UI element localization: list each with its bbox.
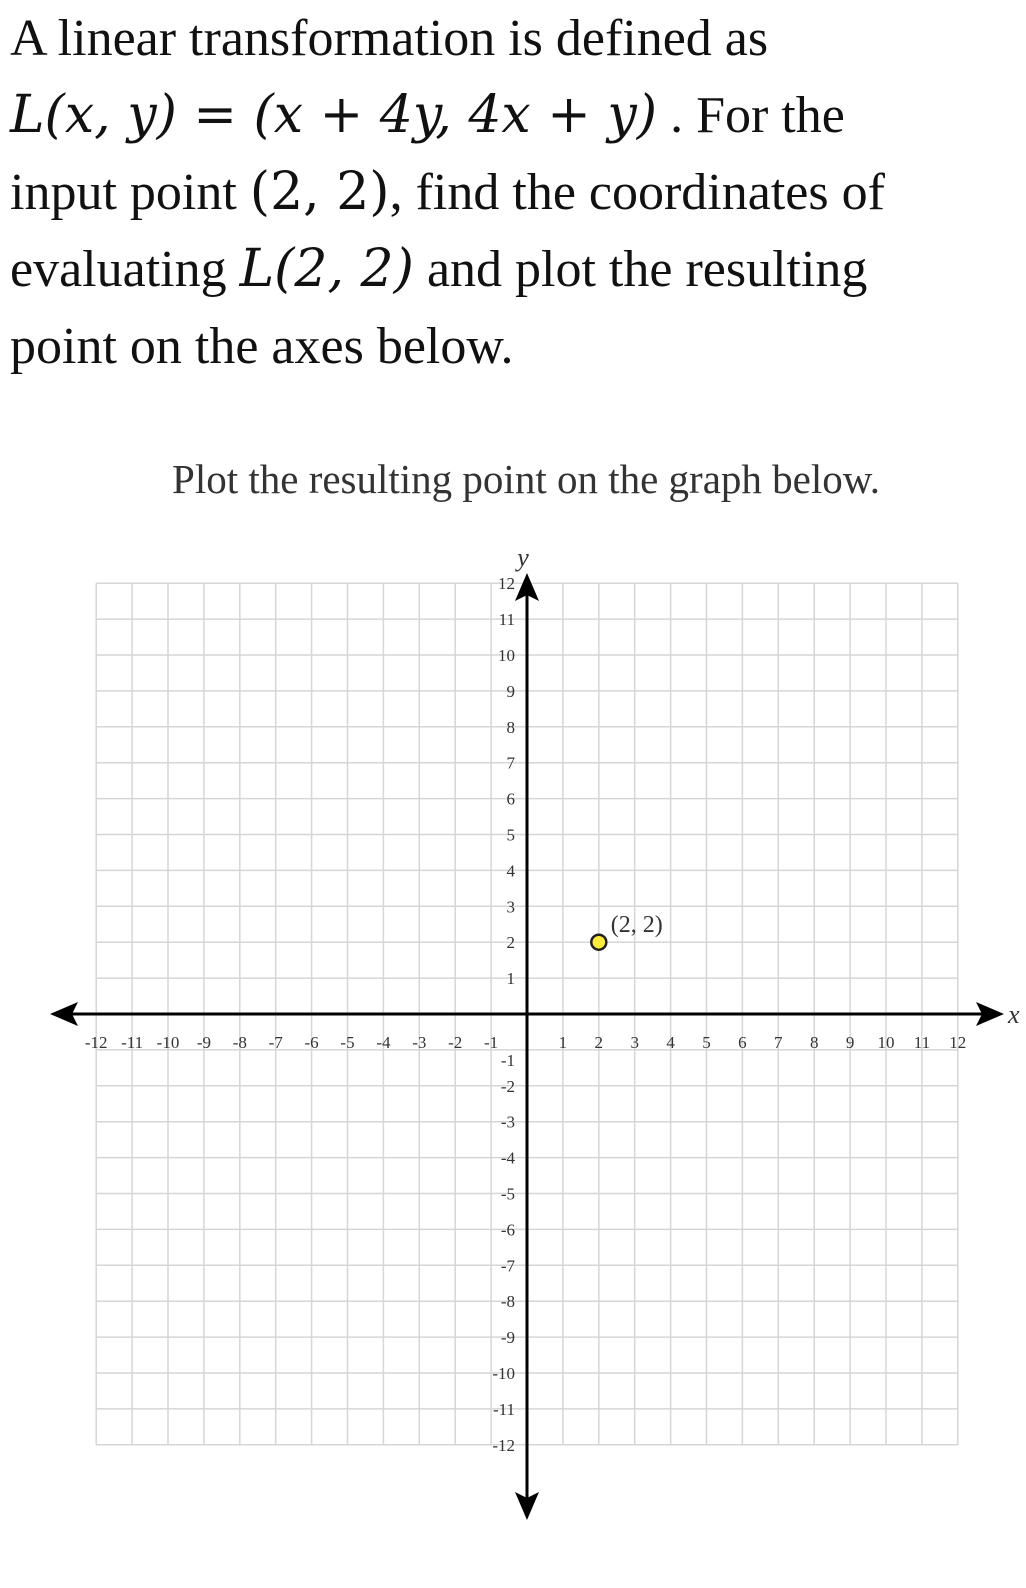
y-tick-label: 10 bbox=[498, 646, 515, 665]
x-tick-label: -4 bbox=[376, 1033, 391, 1052]
question-line-5: point on the axes below. bbox=[10, 318, 514, 375]
x-tick-label: -7 bbox=[268, 1033, 283, 1052]
y-tick-label: 7 bbox=[506, 753, 515, 773]
question-line-4-prefix: evaluating bbox=[10, 241, 227, 298]
x-tick-label: 3 bbox=[630, 1033, 639, 1052]
question-line-3-suffix: , find the coordinates of bbox=[389, 164, 885, 221]
y-axis-label: y bbox=[517, 543, 529, 572]
y-tick-label: 2 bbox=[506, 933, 515, 953]
x-tick-label: -10 bbox=[156, 1033, 180, 1052]
y-tick-label: 8 bbox=[506, 717, 515, 737]
x-tick-label: -3 bbox=[412, 1033, 427, 1052]
question-text bbox=[10, 0, 1020, 385]
evaluation-expression: L(2, 2) bbox=[239, 239, 414, 299]
question-line-3 bbox=[10, 154, 1020, 231]
x-tick-label: 8 bbox=[809, 1033, 819, 1052]
x-tick-label: 12 bbox=[949, 1033, 967, 1052]
graph-instruction: Plot the resulting point on the graph below. bbox=[172, 456, 880, 502]
question-line-4 bbox=[10, 231, 1020, 308]
y-tick-label: -4 bbox=[500, 1148, 515, 1168]
y-tick-label: -12 bbox=[492, 1435, 515, 1455]
x-tick-label: -6 bbox=[304, 1033, 319, 1052]
y-tick-label: 4 bbox=[506, 861, 515, 881]
x-tick-label: -11 bbox=[121, 1033, 144, 1052]
x-tick-label: 11 bbox=[913, 1033, 931, 1052]
input-point: (2, 2) bbox=[249, 162, 390, 222]
x-tick-label: 2 bbox=[594, 1033, 604, 1052]
x-tick-label: -12 bbox=[84, 1033, 108, 1052]
y-tick-label: 9 bbox=[506, 681, 515, 701]
y-tick-label: -2 bbox=[500, 1076, 515, 1096]
question-line-2 bbox=[10, 77, 1020, 154]
question-line-1: A linear transformation is defined as bbox=[10, 10, 769, 67]
x-tick-label: 1 bbox=[558, 1033, 568, 1052]
y-tick-label: 1 bbox=[506, 969, 515, 989]
x-axis-label: x bbox=[1008, 1000, 1020, 1029]
x-tick-label: -5 bbox=[340, 1033, 355, 1052]
y-tick-label: -10 bbox=[492, 1364, 515, 1383]
y-tick-label: -7 bbox=[500, 1256, 515, 1276]
x-tick-label: 7 bbox=[774, 1033, 783, 1052]
y-tick-label: 11 bbox=[498, 610, 515, 630]
plotted-point-label: (2, 2) bbox=[610, 912, 663, 939]
y-tick-label: -8 bbox=[500, 1292, 515, 1312]
question-line-2-suffix: . For the bbox=[670, 87, 845, 144]
y-tick-label: -6 bbox=[500, 1220, 515, 1240]
y-tick-label: 6 bbox=[506, 789, 515, 809]
question-line-4-suffix: and plot the resulting bbox=[426, 241, 868, 298]
x-tick-label: -1 bbox=[484, 1033, 499, 1052]
y-tick-label: -5 bbox=[500, 1184, 515, 1204]
x-tick-label: 10 bbox=[877, 1033, 895, 1052]
x-tick-label: -9 bbox=[196, 1033, 211, 1052]
y-tick-label: 5 bbox=[506, 825, 515, 845]
x-tick-label: 5 bbox=[702, 1033, 711, 1052]
y-tick-label: -3 bbox=[500, 1112, 515, 1132]
x-tick-label: -8 bbox=[232, 1033, 247, 1052]
question-line-3-prefix: input point bbox=[10, 164, 237, 221]
y-tick-label: -1 bbox=[500, 1050, 515, 1070]
x-tick-label: 4 bbox=[666, 1033, 675, 1052]
coordinate-plane[interactable] bbox=[0, 530, 1026, 1530]
x-tick-label: 6 bbox=[738, 1033, 747, 1052]
transformation-formula: L(x, y) = (x + 4y, 4x + y) bbox=[10, 85, 658, 145]
y-tick-label: 12 bbox=[498, 574, 515, 594]
y-tick-label: -9 bbox=[500, 1328, 515, 1348]
x-tick-label: 9 bbox=[845, 1033, 855, 1052]
y-tick-label: -11 bbox=[492, 1399, 515, 1419]
y-tick-label: 3 bbox=[506, 897, 515, 917]
x-tick-label: -2 bbox=[448, 1033, 463, 1052]
plotted-point[interactable] bbox=[591, 935, 606, 950]
